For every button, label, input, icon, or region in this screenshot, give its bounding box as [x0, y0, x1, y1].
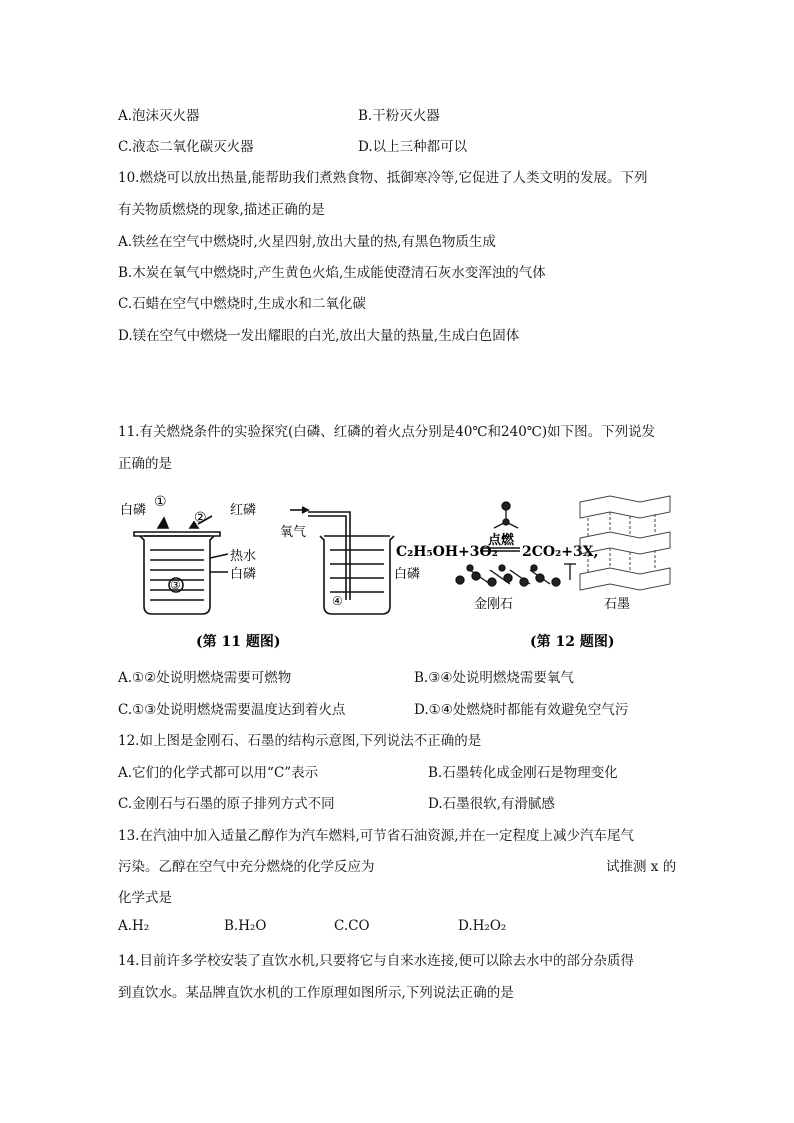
label-hot-water: 热水: [230, 549, 257, 564]
q10-option-d: D.镁在空气中燃烧一发出耀眼的白光,放出大量的热量,生成白色固体: [118, 328, 520, 344]
q12-option-d: D.石墨很软,有滑腻感: [428, 796, 555, 812]
q12-stem: 12.如上图是金刚石、石墨的结构示意图,下列说法不正确的是: [118, 733, 482, 749]
q14-stem-line2: 到直饮水。某品牌直饮水机的工作原理如图所示,下列说法正确的是: [118, 985, 514, 1001]
label-white-phosphorus-1: 白磷: [120, 503, 147, 518]
q13-stem-line2b: 试推测 x 的: [606, 859, 677, 875]
figures-illustration: [110, 488, 690, 658]
q10-option-b: B.木炭在氧气中燃烧时,产生黄色火焰,生成能使澄清石灰水变浑浊的气体: [118, 265, 546, 281]
q10-stem-line1: 10.燃烧可以放出热量,能帮助我们煮熟食物、抵御寒冷等,它促进了人类文明的发展。下列: [118, 170, 648, 186]
q10-option-a: A.铁丝在空气中燃烧时,火星四射,放出大量的热,有黑色物质生成: [118, 234, 496, 250]
q13-stem-line2a: 污染。乙醇在空气中充分燃烧的化学反应为: [118, 859, 375, 875]
label-white-phosphorus-3: 白磷: [394, 567, 421, 582]
label-graphite: 石墨: [604, 597, 631, 612]
q9-option-d: D.以上三种都可以: [358, 139, 468, 155]
q10-stem-line2: 有关物质燃烧的现象,描述正确的是: [118, 202, 325, 218]
marker-4: ④: [332, 594, 343, 608]
marker-3: ③: [170, 578, 181, 592]
q13-stem-line3: 化学式是: [118, 890, 172, 906]
fig12-caption: (第 12 题图): [530, 634, 615, 650]
label-oxygen: 氧气: [280, 525, 307, 540]
q13-option-b: B.H₂O: [224, 918, 267, 934]
q13-option-a: A.H₂: [118, 918, 150, 934]
label-diamond: 金刚石: [474, 597, 514, 612]
q11-option-c: C.①③处说明燃烧需要温度达到着火点: [118, 702, 346, 718]
q12-option-c: C.金刚石与石墨的原子排列方式不同: [118, 796, 335, 812]
q11-option-d: D.①④处燃烧时都能有效避免空气污: [414, 702, 629, 718]
q11-stem-line1: 11.有关燃烧条件的实验探究(白磷、红磷的着火点分别是40℃和240℃)如下图。下列说发: [118, 424, 656, 440]
label-red-phosphorus: 红磷: [230, 503, 257, 518]
q13-stem-line1: 13.在汽油中加入适量乙醇作为汽车燃料,可节省石油资源,并在一定程度上减少汽车尾气: [118, 828, 635, 844]
q14-stem-line1: 14.目前许多学校安装了直饮水机,只要将它与自来水连接,便可以除去水中的部分杂质得: [118, 953, 635, 969]
equation-condition: 点燃: [488, 533, 515, 548]
graphite-structure: [580, 496, 670, 590]
q9-option-b: B.干粉灭火器: [358, 108, 440, 124]
q11-option-b: B.③④处说明燃烧需要氧气: [414, 670, 574, 686]
marker-1: ①: [154, 494, 167, 510]
q9-option-c: C.液态二氧化碳灭火器: [118, 139, 254, 155]
marker-2: ②: [194, 510, 207, 526]
q13-option-d: D.H₂O₂: [458, 918, 507, 934]
equation-left: C₂H₅OH+3O₂: [396, 544, 498, 560]
q11-stem-line2: 正确的是: [118, 456, 172, 472]
beaker-1: [134, 516, 228, 614]
equation-right: 2CO₂+3X,: [522, 544, 599, 560]
fig11-caption: (第 11 题图): [196, 634, 281, 650]
q12-option-b: B.石墨转化成金刚石是物理变化: [428, 765, 618, 781]
q13-option-c: C.CO: [334, 918, 370, 934]
q9-option-a: A.泡沫灭火器: [118, 108, 200, 124]
q10-option-c: C.石蜡在空气中燃烧时,生成水和二氧化碳: [118, 296, 366, 312]
q11-option-a: A.①②处说明燃烧需要可燃物: [118, 670, 292, 686]
q12-option-a: A.它们的化学式都可以用“C”表示: [118, 765, 319, 781]
label-white-phosphorus-2: 白磷: [230, 567, 257, 582]
